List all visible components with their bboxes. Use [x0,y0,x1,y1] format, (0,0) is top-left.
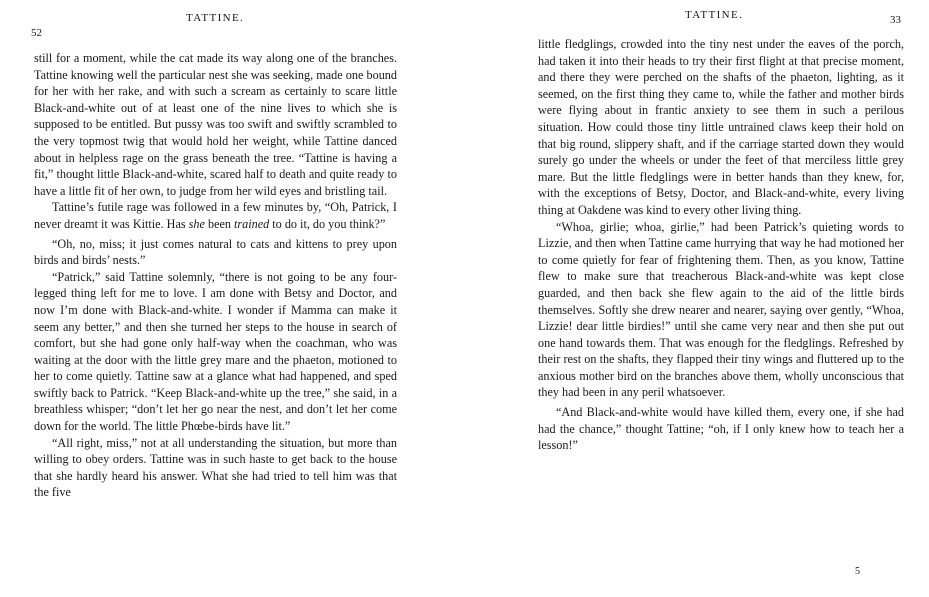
body-text [34,50,397,501]
body-text [538,36,904,454]
right-page [465,0,929,597]
paragraph: “Patrick,” said Tattine solemnly, “there is not going to be any four-legged thing left for me to love. I am done with Betsy and Doctor, and now I’m done with Black-and-white. I wonder if Mamma can make it seem any better,” and then she turned her steps to the house in search of comfort, but she had gone only half-way when the coachman, who was waiting at the door with the little grey mare and the phaeton, motioned to her to come quietly. Tattine saw at a glance what had happened, and sped swiftly back to Patrick. “Keep Black-and-white up the tree,” she said, in a breathless whisper; “don’t let her go near the nest, and don’t let her come down for the world. The little Phœbe-birds have lit.” [34,269,397,434]
paragraph-text: Tattine’s futile rage was followed in a few minutes by, “Oh, Patrick, I never dreamt it was Kittie. Has [34,200,397,231]
page-number: 52 [31,27,42,39]
paragraph-text: to do it, do you think?” [269,216,386,231]
emphasis-text: trained [234,216,270,231]
paragraph: little fledglings, crowded into the tiny nest under the eaves of the porch, had taken it into their heads to try their first flight at that precise moment, and there they were perched on the shafts of the phaeton, lighting, as it seemed, on the first thing they came to, while the father and mother birds were flying about in frantic anxiety to see them in such a perilous situation. How could those tiny little untrained claws keep their hold on that big round, slippery shaft, and if the carriage started down they would surely go under the wheels or under the feet of that merciless little grey mare. But the little fledglings were in better hands than they knew, for, with the exceptions of Betsy, Doctor, and Black-and-white, every living thing at Oakdene was kind to every other living thing. [538,37,904,217]
paragraph-text: been [204,216,235,231]
signature-mark: 5 [855,566,860,577]
page-number: 33 [890,14,901,26]
running-head: TATTINE. [186,12,245,24]
paragraph: still for a moment, while the cat made its way along one of the branches. Tattine knowing well the particular nest she was seeking, made one bound for her with her rake, and with such a scream as certainly to scare little Black-and-white out of at least one of the nine lives to which she is supposed to be entitled. But pussy was too swift and swiftly scrambled to the very topmost twig that would hold her weight, while Tattine danced about in helpless rage on the grass beneath the tree. “Tattine is having a fit,” thought little Black-and-white, scared half to death and quite ready to have a little fit of her own, to judge from her wild eyes and bristling tail. [34,51,397,198]
paragraph [34,199,397,232]
paragraph: “Oh, no, miss; it just comes natural to cats and kittens to prey upon birds and birds’ nests.” [34,236,397,268]
running-head: TATTINE. [685,9,744,21]
paragraph: “All right, miss,” not at all understanding the situation, but more than willing to obey orders. Tattine was in such haste to get back to the house that she hardly heard his answer. What she had tried to tell him was that the five [34,435,397,500]
paragraph: “Whoa, girlie; whoa, girlie,” had been Patrick’s quieting words to Lizzie, and then when Tattine came hurrying that way he had motioned her to come quietly for fear of frightening them. Then, as you know, Tattine flew to make sure that treacherous Black-and-white was kept close guarded, and then back she flew again to the aid of the little birds themselves. Softly she drew nearer and nearer, saying over gently, “Whoa, Lizzie! dear little birdies!” until she came very near and then she put out one hand towards them. That was enough for the fledglings. Refreshed by their rest on the shafts, they flapped their tiny wings and fluttered up to the anxious mother bird on the branches above them, wholly unconscious that they had been in any peril whatsoever. [538,219,904,400]
paragraph: “And Black-and-white would have killed them, every one, if she had had the chance,” thought Tattine; “oh, if I only knew how to teach her a lesson!” [538,405,904,453]
emphasis-text: she [188,216,205,231]
